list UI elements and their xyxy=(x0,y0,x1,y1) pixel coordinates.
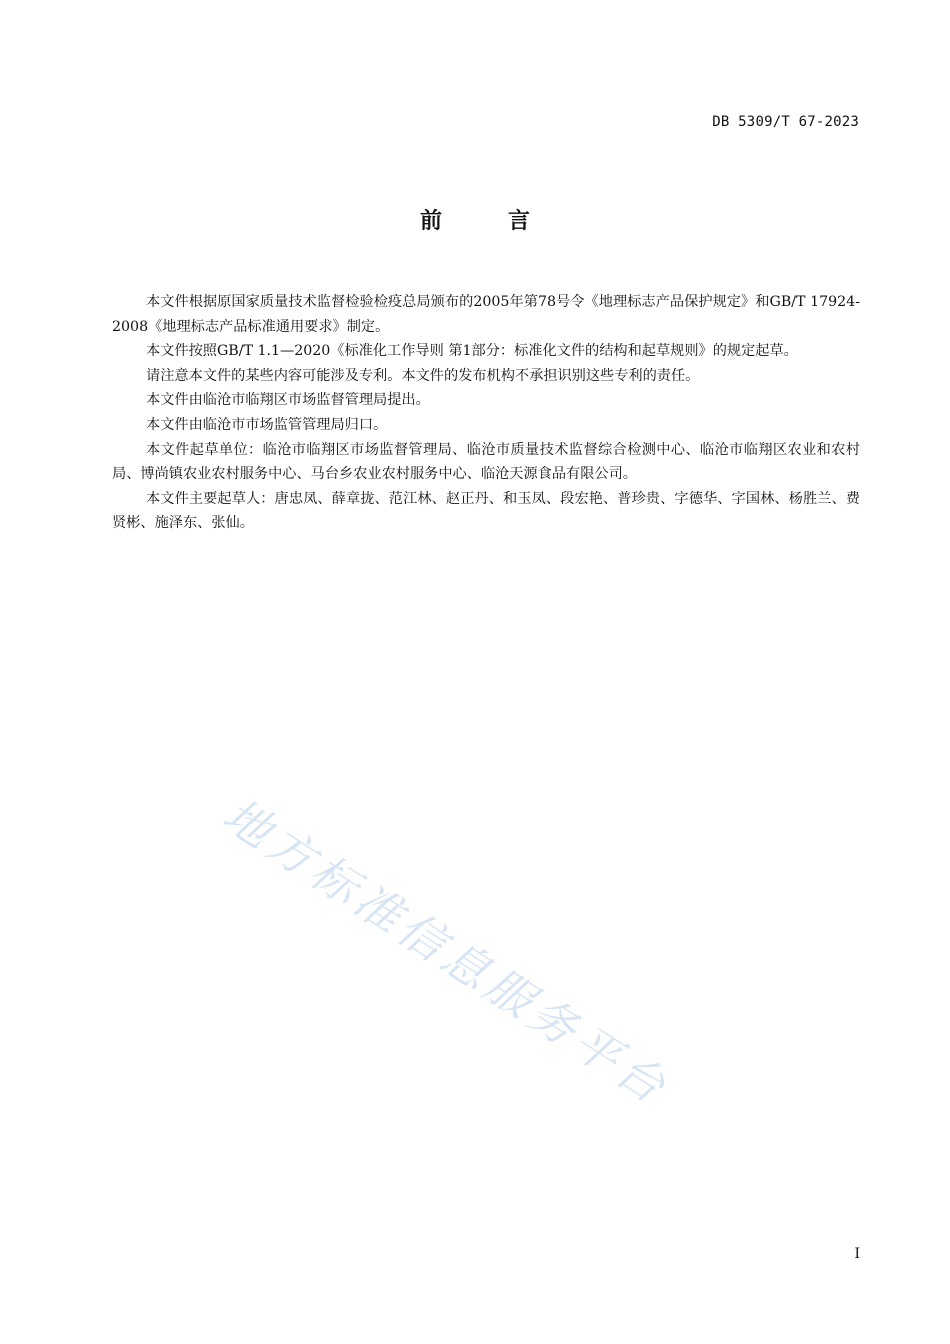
standard-code: DB 5309/T 67-2023 xyxy=(712,114,859,130)
paragraph-drafting-rules: 本文件按照GB/T 1.1—2020《标准化工作导则 第1部分：标准化文件的结构和起草规则》的规定起草。 xyxy=(146,343,798,360)
paragraph-drafting-units: 本文件起草单位：临沧市临翔区市场监督管理局、临沧市质量技术监督综合检测中心、临沧市临翔区农业和农村局、博尚镇农业农村服务中心、马台乡农业农村服务中心、临沧天源食品有限公司。 xyxy=(112,441,860,483)
page-title xyxy=(0,204,950,235)
paragraph-patent-notice: 请注意本文件的某些内容可能涉及专利。本文件的发布机构不承担识别这些专利的责任。 xyxy=(146,367,700,384)
title-char-2: 言 xyxy=(508,209,531,234)
foreword-body xyxy=(112,290,860,536)
paragraph-main-drafters: 本文件主要起草人：唐忠凤、薛章拢、范江林、赵正丹、和玉凤、段宏艳、普珍贵、字德华、字国林、杨胜兰、费贤彬、施泽东、张仙。 xyxy=(112,490,860,532)
title-char-1: 前 xyxy=(419,209,442,234)
paragraph-centralized-unit: 本文件由临沧市市场监管管理局归口。 xyxy=(146,416,388,433)
paragraph-proposer: 本文件由临沧市临翔区市场监督管理局提出。 xyxy=(146,392,430,409)
watermark: 地方标准信息服务平台 xyxy=(213,787,680,1117)
paragraph-basis: 本文件根据原国家质量技术监督检验检疫总局颁布的2005年第78号令《地理标志产品保护规定》和GB/T 17924-2008《地理标志产品标准通用要求》制定。 xyxy=(112,294,860,335)
page-number: I xyxy=(854,1246,860,1262)
